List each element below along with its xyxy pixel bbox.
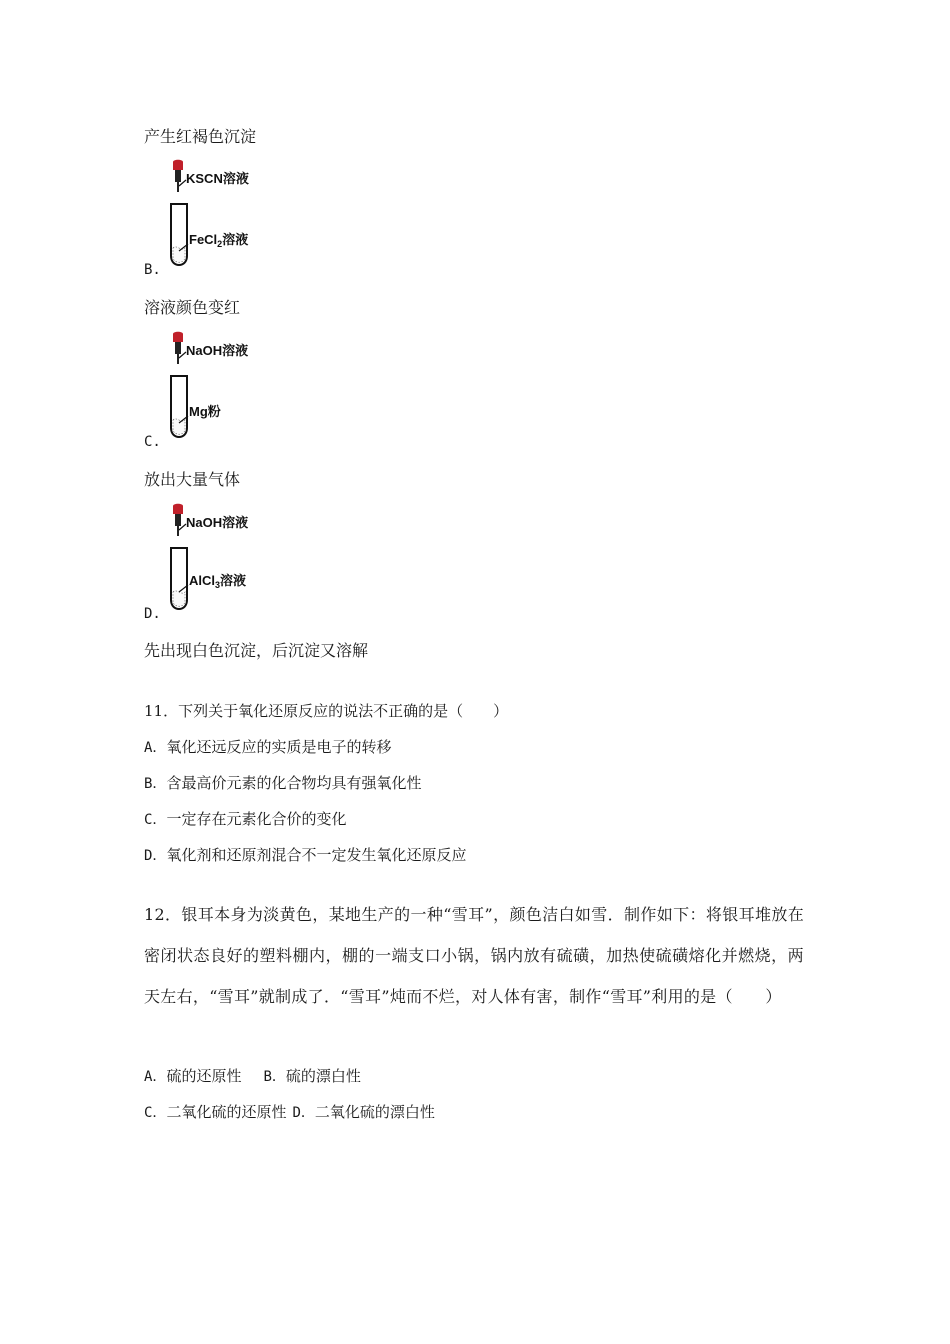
option-c-result: 放出大量气体 [144, 470, 241, 489]
dropper-icon [173, 332, 183, 364]
q12-option-c[interactable]: C．二氧化硫的还原性 [144, 1103, 287, 1121]
option-d-letter[interactable]: D. [144, 606, 161, 622]
q11-option-d[interactable]: D．氧化剂和还原剂混合不一定发生氧化还原反应 [144, 846, 467, 864]
q12-stem: 12．银耳本身为淡黄色，某地生产的一种“雪耳”，颜色洁白如雪．制作如下：将银耳堆放在密闭状态良好的塑料棚内，棚的一端支口小锅，锅内放有硫磺，加热使硫磺熔化并燃烧，两天左右，“雪耳”就制成了．“雪耳”炖而不烂，对人体有害，制作“雪耳”利用的是（ ） [144, 905, 804, 1006]
dropper-icon [173, 160, 183, 192]
option-d-figure [160, 502, 280, 612]
option-b-reagent-top: KSCN溶液 [186, 171, 249, 186]
q11-stem: 11．下列关于氧化还原反应的说法不正确的是（ ） [144, 702, 509, 720]
option-d-reagent-bottom: AlCl$_3$溶液 [189, 573, 247, 590]
option-d-reagent-top: NaOH溶液 [186, 515, 249, 530]
option-c-letter[interactable]: C. [144, 434, 161, 450]
option-c-reagent-bottom: Mg粉 [189, 404, 221, 419]
q12-option-a[interactable]: A．硫的还原性 [144, 1067, 242, 1085]
q12-option-b[interactable]: B．硫的漂白性 [263, 1067, 361, 1085]
option-c-figure [160, 330, 280, 440]
option-b-reagent-bottom: FeCl$_2$溶液 [189, 232, 249, 249]
option-d-result: 先出现白色沉淀，后沉淀又溶解 [144, 641, 369, 660]
q11-option-a[interactable]: A．氧化还远反应的实质是电子的转移 [144, 738, 392, 756]
test-tube-icon [170, 548, 188, 609]
test-tube-icon [170, 204, 188, 265]
q12-options-row1 [144, 1066, 361, 1087]
q11-option-c[interactable]: C．一定存在元素化合价的变化 [144, 810, 347, 828]
q11-option-b[interactable]: B．含最高价元素的化合物均具有强氧化性 [144, 774, 422, 792]
test-tube-icon [170, 376, 188, 437]
option-a-result: 产生红褐色沉淀 [144, 127, 257, 146]
option-b-result: 溶液颜色变红 [144, 298, 241, 317]
option-b-letter[interactable]: B. [144, 262, 161, 278]
q12-options-row2 [144, 1102, 435, 1123]
option-b-figure [160, 158, 280, 268]
dropper-icon [173, 504, 183, 536]
option-c-reagent-top: NaOH溶液 [186, 343, 249, 358]
q12-option-d[interactable]: D．二氧化硫的漂白性 [292, 1103, 435, 1121]
